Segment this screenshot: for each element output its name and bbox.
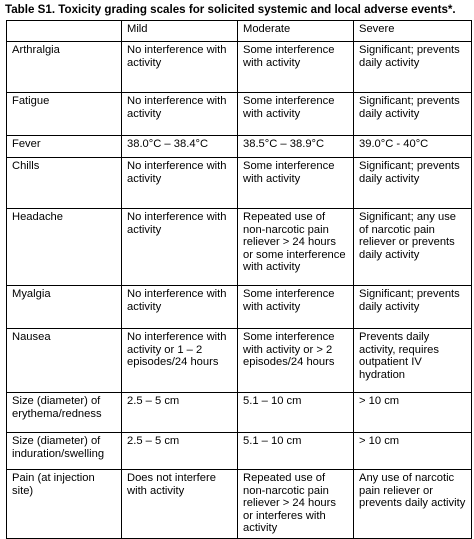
mild-cell: Does not interfere with activity bbox=[122, 470, 238, 539]
header-cell-mild: Mild bbox=[122, 21, 238, 42]
header-cell-event bbox=[7, 21, 122, 42]
moderate-cell: Some interference with activity bbox=[238, 42, 354, 93]
mild-cell: No interference with activity bbox=[122, 286, 238, 329]
moderate-cell: 5.1 – 10 cm bbox=[238, 433, 354, 470]
table-row bbox=[7, 433, 472, 470]
moderate-cell: Some interference with activity bbox=[238, 286, 354, 329]
toxicity-grading-table bbox=[6, 20, 472, 539]
severe-cell: Significant; any use of narcotic pain reliever or prevents daily activity bbox=[354, 209, 472, 286]
severe-cell: Significant; prevents daily activity bbox=[354, 286, 472, 329]
mild-cell: 2.5 – 5 cm bbox=[122, 393, 238, 433]
event-cell: Fever bbox=[7, 136, 122, 158]
table-header-row bbox=[7, 21, 472, 42]
table-row bbox=[7, 286, 472, 329]
mild-cell: 2.5 – 5 cm bbox=[122, 433, 238, 470]
header-cell-moderate: Moderate bbox=[238, 21, 354, 42]
table-row bbox=[7, 329, 472, 393]
table-row bbox=[7, 209, 472, 286]
table-row bbox=[7, 470, 472, 539]
header-cell-severe: Severe bbox=[354, 21, 472, 42]
table-row bbox=[7, 42, 472, 93]
event-cell: Arthralgia bbox=[7, 42, 122, 93]
severe-cell: > 10 cm bbox=[354, 433, 472, 470]
moderate-cell: Some interference with activity bbox=[238, 158, 354, 209]
severe-cell: Any use of narcotic pain reliever or prevents daily activity bbox=[354, 470, 472, 539]
mild-cell: No interference with activity bbox=[122, 42, 238, 93]
moderate-cell: Some interference with activity bbox=[238, 93, 354, 136]
mild-cell: No interference with activity or 1 – 2 episodes/24 hours bbox=[122, 329, 238, 393]
severe-cell: Significant; prevents daily activity bbox=[354, 42, 472, 93]
event-cell: Myalgia bbox=[7, 286, 122, 329]
severe-cell: Significant; prevents daily activity bbox=[354, 93, 472, 136]
event-cell: Headache bbox=[7, 209, 122, 286]
mild-cell: 38.0°C – 38.4°C bbox=[122, 136, 238, 158]
table-caption: Table S1. Toxicity grading scales for solicited systemic and local adverse events*. bbox=[5, 3, 456, 16]
event-cell: Size (diameter) of induration/swelling bbox=[7, 433, 122, 470]
moderate-cell: Some interference with activity or > 2 episodes/24 hours bbox=[238, 329, 354, 393]
severe-cell: Significant; prevents daily activity bbox=[354, 158, 472, 209]
severe-cell: 39.0°C - 40°C bbox=[354, 136, 472, 158]
event-cell: Fatigue bbox=[7, 93, 122, 136]
event-cell: Size (diameter) of erythema/redness bbox=[7, 393, 122, 433]
mild-cell: No interference with activity bbox=[122, 93, 238, 136]
table-row bbox=[7, 93, 472, 136]
event-cell: Nausea bbox=[7, 329, 122, 393]
severe-cell: > 10 cm bbox=[354, 393, 472, 433]
table-row bbox=[7, 393, 472, 433]
mild-cell: No interference with activity bbox=[122, 209, 238, 286]
moderate-cell: Repeated use of non-narcotic pain reliever > 24 hours or interferes with activity bbox=[238, 470, 354, 539]
moderate-cell: 38.5°C – 38.9°C bbox=[238, 136, 354, 158]
mild-cell: No interference with activity bbox=[122, 158, 238, 209]
moderate-cell: Repeated use of non-narcotic pain reliever > 24 hours or some interference with activity bbox=[238, 209, 354, 286]
event-cell: Pain (at injection site) bbox=[7, 470, 122, 539]
severe-cell: Prevents daily activity, requires outpatient IV hydration bbox=[354, 329, 472, 393]
table-row bbox=[7, 136, 472, 158]
event-cell: Chills bbox=[7, 158, 122, 209]
moderate-cell: 5.1 – 10 cm bbox=[238, 393, 354, 433]
table-row bbox=[7, 158, 472, 209]
